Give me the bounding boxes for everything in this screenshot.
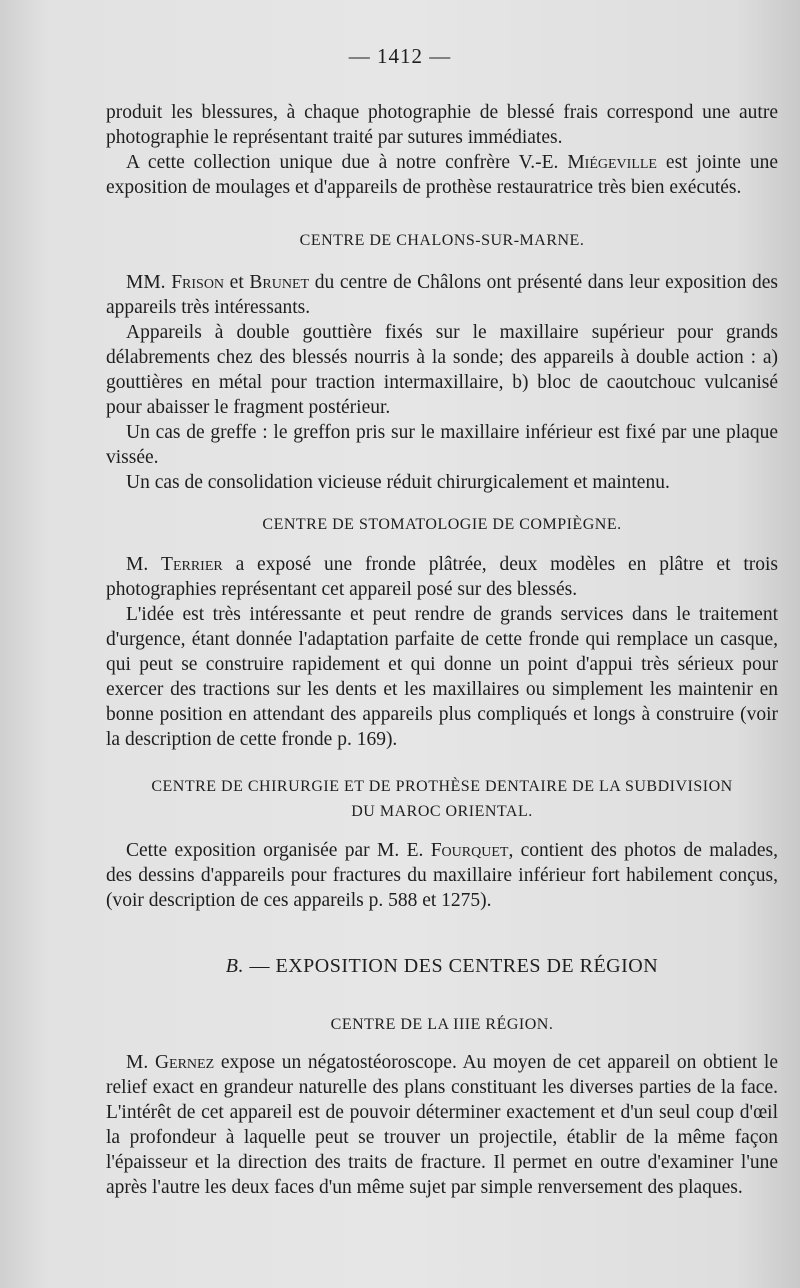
section-maroc-body — [106, 838, 778, 913]
author-name: Fourquet — [430, 840, 509, 861]
section-heading: CENTRE DE STOMATOLOGIE DE COMPIÈGNE. — [262, 516, 622, 533]
section-region-3 — [106, 1012, 778, 1037]
paragraph: L'idée est très intéressante et peut rendre de grands services dans le traitement d'urgence, étant donnée l'adaptation parfaite de cette fronde qui remplace un casque, qui peut se construire rapidement et qui donne un point d'appui très sérieux pour exercer des tractions sur les dents et les maxillaires ou simplement les maintenir en bonne position en attendant des appareils plus compliqués et longs à construire (voir la description de cette fronde p. 169). — [106, 604, 778, 750]
paragraph: Un cas de greffe : le greffon pris sur le maxillaire inférieur est fixé par une plaque vissée. — [106, 422, 778, 468]
section-compiegne — [106, 512, 778, 537]
paragraph: A cette collection unique due à notre confrère V.-E. Miégeville est jointe une exposition de moulages et d'appareils de prothèse restauratrice très bien exécutés. — [106, 152, 778, 198]
author-name: Brunet — [249, 272, 310, 293]
author-name: Miégeville — [567, 152, 657, 173]
paragraph: Un cas de consolidation vicieuse réduit chirurgicalement et maintenu. — [126, 472, 670, 493]
section-heading: DU MAROC ORIENTAL. — [351, 803, 533, 820]
major-heading: B. — EXPOSITION DES CENTRES DE RÉGION — [225, 955, 659, 977]
section-chalons — [106, 228, 778, 253]
paragraph: Appareils à double gouttière fixés sur le maxillaire supérieur pour grands délabrements chez des blessés nourris à la sonde; des appareils à double action : a) gouttières en métal pour traction intermaxillaire, b) bloc de caoutchouc vulcanisé pour abaisser le fragment postérieur. — [106, 322, 778, 418]
section-chalons-body — [106, 270, 778, 495]
section-maroc — [106, 774, 778, 824]
author-name: Frison — [171, 272, 225, 293]
section-compiegne-body — [106, 552, 778, 752]
section-heading: CENTRE DE CHALONS-SUR-MARNE. — [299, 232, 585, 249]
paragraph: M. Gernez expose un négatostéoroscope. Au moyen de cet appareil on obtient le relief exact en grandeur naturelle des plans constituant les diverses parties de la face. L'intérêt de cet appareil est de pouvoir déterminer exactement et d'un seul coup d'œil la profondeur à laquelle peut se trouver un projectile, établir de la même façon l'épaisseur et la direction des traits de fracture. Il permet en outre d'examiner l'une après l'autre les deux faces d'un même sujet par simple renversement des plaques. — [106, 1052, 779, 1198]
intro-block — [106, 100, 778, 200]
page-number: — 1412 — — [348, 44, 452, 68]
section-heading: CENTRE DE LA IIIE RÉGION. — [330, 1016, 554, 1033]
paragraph: M. Terrier a exposé une fronde plâtrée, deux modèles en plâtre et trois photographies représentant cet appareil posé sur des blessés. — [106, 554, 778, 600]
paragraph: produit les blessures, à chaque photographie de blessé frais correspond une autre photographie le représentant traité par sutures immédiates. — [106, 102, 778, 148]
author-name: Terrier — [161, 554, 223, 575]
paragraph: Cette exposition organisée par M. E. Fourquet, contient des photos de malades, des dessins d'appareils pour fractures du maxillaire inférieur fort habilement conçus, (voir description de ces appareils p. 588 et 1275). — [106, 840, 778, 911]
section-heading: CENTRE DE CHIRURGIE ET DE PROTHÈSE DENTAIRE DE LA SUBDIVISION — [151, 778, 733, 795]
author-name: Gernez — [154, 1052, 215, 1073]
section-region-3-body — [106, 1050, 778, 1200]
section-b — [106, 954, 778, 979]
paragraph: MM. Frison et Brunet du centre de Châlons ont présenté dans leur exposition des appareils très intéressants. — [106, 272, 778, 318]
